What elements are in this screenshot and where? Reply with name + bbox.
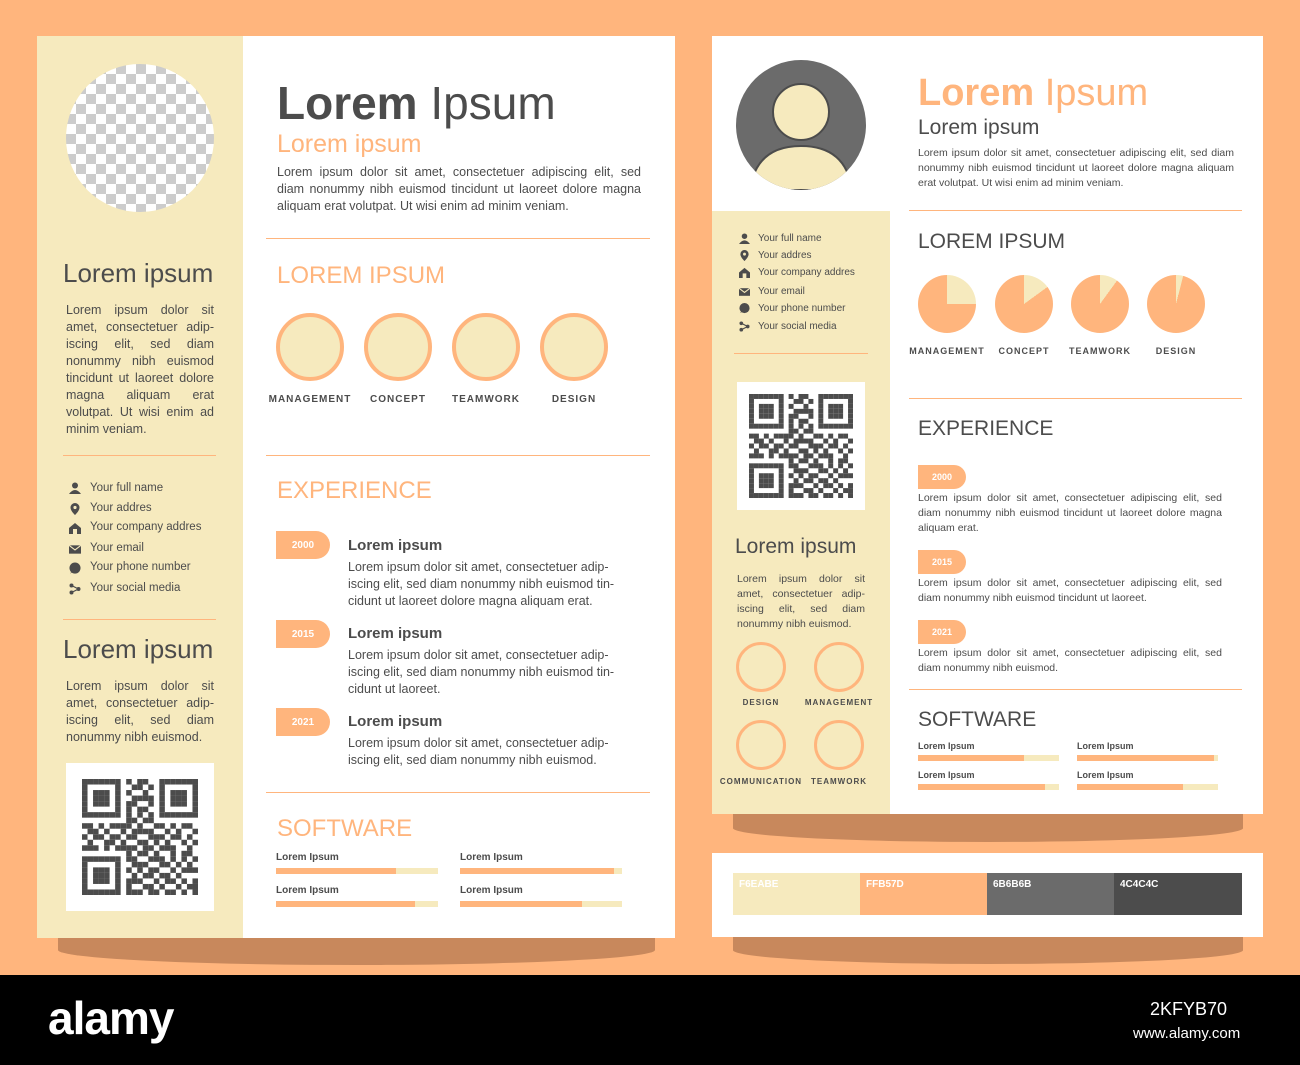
software-bar-fill bbox=[1077, 784, 1183, 790]
software-label: Lorem Ipsum bbox=[276, 852, 339, 863]
share-icon bbox=[739, 321, 750, 332]
name-first: Lorem bbox=[277, 77, 418, 129]
contact-phone: Your phone number bbox=[758, 303, 846, 314]
experience-year: 2015 bbox=[918, 550, 966, 574]
software-bar-fill bbox=[276, 868, 396, 874]
sidebar-skill-ring-design bbox=[736, 642, 786, 692]
experience-text: Lorem ipsum dolor sit amet, consectetuer adip-iscing elit, sed diam nonummy nibh euismod. bbox=[348, 736, 609, 767]
person-silhouette-icon bbox=[736, 60, 866, 190]
contact-full-name: Your full name bbox=[90, 482, 164, 494]
sidebar-skill-label: MANAGEMENT bbox=[804, 698, 874, 707]
resume-subtitle: Lorem ipsum bbox=[918, 116, 1040, 139]
sidebar-paragraph: Lorem ipsum dolor sit amet, consectetuer adip-iscing elit, sed diam nonummy nibh euismod. bbox=[737, 573, 865, 630]
experience-text: Lorem ipsum dolor sit amet, consectetuer adip-iscing elit, sed diam nonummy nibh euismod tin-cidunt ut laoreet. bbox=[348, 648, 615, 696]
qr-code-graphic bbox=[749, 394, 853, 498]
sidebar-skill-label: COMMUNICATION bbox=[719, 777, 803, 786]
intro-paragraph: Lorem ipsum dolor sit amet, consectetuer adipiscing elit, sed diam nonummy nibh euismod tincidunt ut laoreet dolore magna aliquam erat volutpat. Ut wisi enim ad minim veniam. bbox=[918, 147, 1234, 189]
skill-label: MANAGEMENT bbox=[909, 346, 985, 356]
software-bar bbox=[276, 901, 438, 907]
contact-full-name: Your full name bbox=[758, 233, 822, 244]
skill-ring-design bbox=[540, 313, 608, 381]
intro-paragraph: Lorem ipsum dolor sit amet, consectetuer adipiscing elit, sed diam nonummy nibh euismod tincidunt ut laoreet dolore magna aliquam erat volutpat. Ut wisi enim ad minim veniam. bbox=[277, 165, 641, 213]
person-icon bbox=[739, 233, 750, 244]
skill-label: DESIGN bbox=[551, 394, 597, 405]
palette-swatch: FFB57D bbox=[860, 873, 987, 915]
skill-label: TEAMWORK bbox=[452, 394, 520, 405]
software-label: Lorem Ipsum bbox=[1077, 770, 1134, 780]
skill-pie-concept bbox=[995, 275, 1053, 333]
software-bar bbox=[918, 784, 1059, 790]
skill-pie-design bbox=[1147, 275, 1205, 333]
skill-ring-concept bbox=[364, 313, 432, 381]
software-bar bbox=[918, 755, 1059, 761]
contact-address: Your addres bbox=[90, 502, 152, 514]
qr-code bbox=[737, 382, 865, 510]
skills-heading: LOREM IPSUM bbox=[277, 262, 446, 289]
sidebar-divider bbox=[734, 353, 868, 354]
sidebar-skill-label: DESIGN bbox=[742, 698, 780, 707]
company-icon bbox=[739, 267, 750, 278]
experience-year: 2000 bbox=[276, 531, 330, 559]
section-divider bbox=[909, 398, 1242, 399]
section-divider bbox=[266, 455, 650, 456]
sidebar-divider bbox=[63, 619, 216, 620]
software-label: Lorem Ipsum bbox=[1077, 741, 1134, 751]
software-heading: SOFTWARE bbox=[277, 815, 413, 842]
contact-company-address: Your company addres bbox=[90, 521, 202, 533]
software-label: Lorem Ipsum bbox=[918, 770, 975, 780]
experience-text: Lorem ipsum dolor sit amet, consectetuer adip-iscing elit, sed diam nonummy nibh euismod tin-cidunt ut laoreet dolore magna aliquam erat. bbox=[348, 560, 615, 608]
company-icon bbox=[69, 522, 81, 534]
sidebar-skill-ring-management bbox=[814, 642, 864, 692]
sidebar-heading: Lorem ipsum bbox=[63, 258, 214, 288]
software-heading: SOFTWARE bbox=[918, 708, 1037, 731]
experience-year: 2021 bbox=[918, 620, 966, 644]
sidebar-skill-ring-communication bbox=[736, 720, 786, 770]
contact-phone: Your phone number bbox=[90, 561, 191, 573]
sidebar-skill-ring-teamwork bbox=[814, 720, 864, 770]
skill-ring-teamwork bbox=[452, 313, 520, 381]
phone-icon bbox=[69, 562, 81, 574]
qr-code bbox=[66, 763, 214, 911]
sidebar-skill-label: TEAMWORK bbox=[811, 777, 867, 786]
sidebar-heading: Lorem ipsum bbox=[63, 634, 214, 664]
brand-logo: alamy bbox=[48, 992, 174, 1044]
phone-icon bbox=[739, 303, 750, 314]
location-pin-icon bbox=[739, 250, 750, 261]
share-icon bbox=[69, 583, 81, 595]
palette-swatch: 4C4C4C bbox=[1114, 873, 1242, 915]
skill-label: CONCEPT bbox=[370, 394, 426, 405]
software-bar bbox=[460, 868, 622, 874]
software-bar-fill bbox=[460, 868, 614, 874]
experience-year: 2015 bbox=[276, 620, 330, 648]
palette-swatch: F6EABE bbox=[733, 873, 860, 915]
stock-footer bbox=[0, 975, 1300, 1065]
software-bar bbox=[1077, 784, 1218, 790]
contact-social: Your social media bbox=[758, 321, 837, 332]
experience-text: Lorem ipsum dolor sit amet, consectetuer adipiscing elit, sed diam nonummy nibh euismod. bbox=[918, 647, 1222, 674]
section-divider bbox=[909, 210, 1242, 211]
contact-address: Your addres bbox=[758, 250, 812, 261]
resume-name bbox=[918, 72, 1148, 115]
location-pin-icon bbox=[69, 503, 81, 515]
name-first: Lorem bbox=[918, 72, 1035, 114]
experience-text: Lorem ipsum dolor sit amet, consectetuer adipiscing elit, sed diam nonummy nibh euismod tincidunt ut laoreet dolore magna aliquam erat. bbox=[918, 492, 1222, 534]
section-divider bbox=[909, 689, 1242, 690]
experience-heading: EXPERIENCE bbox=[918, 417, 1054, 440]
name-last: Ipsum bbox=[430, 77, 556, 129]
software-bar bbox=[276, 868, 438, 874]
contact-social: Your social media bbox=[90, 582, 181, 594]
skill-pie-management bbox=[918, 275, 976, 333]
skill-ring-management bbox=[276, 313, 344, 381]
experience-year: 2000 bbox=[918, 465, 966, 489]
sidebar-divider bbox=[63, 455, 216, 456]
skill-label: DESIGN bbox=[1155, 346, 1197, 356]
skill-label: TEAMWORK bbox=[1069, 346, 1131, 356]
contact-email: Your email bbox=[90, 542, 144, 554]
contact-email: Your email bbox=[758, 286, 805, 297]
section-divider bbox=[266, 792, 650, 793]
software-label: Lorem Ipsum bbox=[276, 885, 339, 896]
skill-label: MANAGEMENT bbox=[268, 394, 352, 405]
email-icon bbox=[69, 543, 81, 555]
experience-heading: EXPERIENCE bbox=[277, 477, 432, 504]
software-bar-fill bbox=[918, 784, 1045, 790]
resume-page-right bbox=[712, 36, 1263, 814]
contact-company-address: Your company addres bbox=[758, 267, 855, 278]
skill-pie-teamwork bbox=[1071, 275, 1129, 333]
skills-heading: LOREM IPSUM bbox=[918, 230, 1066, 253]
person-icon bbox=[69, 482, 81, 494]
qr-code-graphic bbox=[82, 779, 198, 895]
software-label: Lorem Ipsum bbox=[460, 885, 523, 896]
photo-placeholder bbox=[66, 64, 214, 212]
resume-page-left bbox=[37, 36, 675, 938]
email-icon bbox=[739, 286, 750, 297]
image-id: 2KFYB70 bbox=[1150, 999, 1228, 1019]
resume-name bbox=[277, 76, 556, 130]
name-last: Ipsum bbox=[1044, 72, 1149, 114]
software-bar-fill bbox=[276, 901, 415, 907]
sidebar-heading: Lorem ipsum bbox=[735, 535, 857, 558]
experience-year: 2021 bbox=[276, 708, 330, 736]
experience-text: Lorem ipsum dolor sit amet, consectetuer adipiscing elit, sed diam nonummy nibh euismod tincidunt ut laoreet. bbox=[918, 577, 1222, 604]
software-bar-fill bbox=[1077, 755, 1214, 761]
software-label: Lorem Ipsum bbox=[918, 741, 975, 751]
experience-title: Lorem ipsum bbox=[348, 625, 443, 642]
section-divider bbox=[266, 238, 650, 239]
experience-title: Lorem ipsum bbox=[348, 537, 443, 554]
right-sidebar bbox=[712, 211, 890, 814]
software-bar bbox=[1077, 755, 1218, 761]
color-palette-card bbox=[712, 853, 1263, 937]
software-label: Lorem Ipsum bbox=[460, 852, 523, 863]
resume-subtitle: Lorem ipsum bbox=[277, 130, 422, 158]
sidebar-paragraph: Lorem ipsum dolor sit amet, consectetuer adip-iscing elit, sed diam nonummy nibh euismod tincidunt ut laoreet dolore magna aliquam erat volutpat. Ut wisi enim ad minim veniam. bbox=[66, 303, 214, 436]
avatar bbox=[736, 60, 866, 190]
site-url: www.alamy.com bbox=[1133, 1025, 1241, 1042]
software-bar-fill bbox=[460, 901, 582, 907]
software-bar bbox=[460, 901, 622, 907]
sidebar-paragraph: Lorem ipsum dolor sit amet, consectetuer adip-iscing elit, sed diam nonummy nibh euismod. bbox=[66, 679, 214, 744]
palette-swatch: 6B6B6B bbox=[987, 873, 1114, 915]
experience-title: Lorem ipsum bbox=[348, 713, 443, 730]
software-bar-fill bbox=[918, 755, 1024, 761]
skill-label: CONCEPT bbox=[998, 346, 1050, 356]
